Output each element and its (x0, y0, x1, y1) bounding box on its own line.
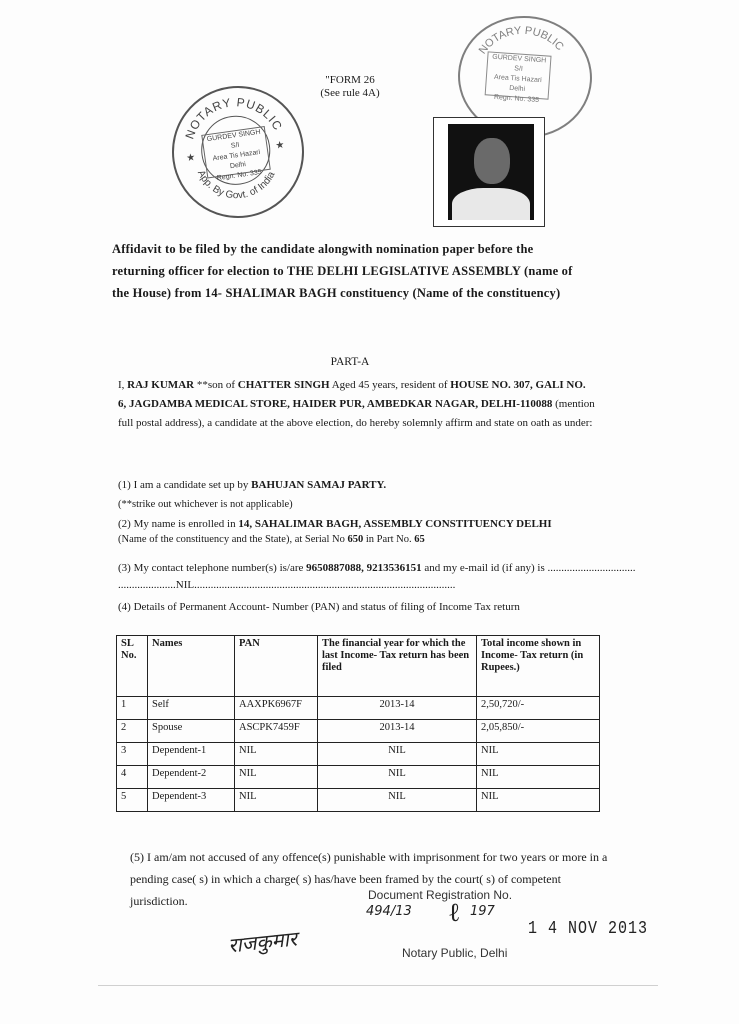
intro-text: (mention full postal address), a candidate at the above election, do hereby solemnly affirm and state on oath as under: (118, 398, 595, 429)
cell: 2,05,850/- (477, 720, 600, 743)
cell: 2 (117, 720, 148, 743)
intro-paragraph (118, 376, 596, 433)
stamp2-regn: Regn. No. 335 (493, 93, 540, 105)
item-4: (4) Details of Permanent Account- Number (PAN) and status of filing of Income Tax return (118, 601, 520, 613)
table-header-row (117, 636, 600, 697)
part-no: 65 (414, 534, 425, 545)
stamp2-area: Area Tis Hazari Delhi (493, 73, 542, 94)
cell: NIL (318, 743, 477, 766)
cell: Dependent-2 (148, 766, 235, 789)
cell: NIL (318, 789, 477, 812)
col-header: SL No. (117, 636, 148, 697)
cell: NIL (235, 789, 318, 812)
star-icon: ★ (185, 152, 197, 165)
cell: 4 (117, 766, 148, 789)
cell: 3 (117, 743, 148, 766)
stamp-bottom-text: App. By Govt. of India (194, 168, 278, 202)
cell: 2,50,720/- (477, 697, 600, 720)
cell: 2013-14 (318, 720, 477, 743)
candidate-signature: राजकुमार (226, 926, 299, 958)
col-header: Names (148, 636, 235, 697)
table-row (117, 789, 600, 812)
page-edge-line (98, 985, 658, 986)
cell: NIL (477, 743, 600, 766)
cell: Dependent-3 (148, 789, 235, 812)
cell: 1 (117, 697, 148, 720)
registration-number: 494/13 (366, 904, 412, 919)
item-1 (118, 476, 596, 514)
candidate-address: HOUSE NO. 307, GALI NO. 6, JAGDAMBA MEDICAL STORE, HAIDER PUR, AMBEDKAR NAGAR, DELHI-110088 (118, 379, 586, 410)
table-row (117, 720, 600, 743)
cell: NIL (235, 766, 318, 789)
part-title: PART-A (330, 356, 370, 368)
photo-shirt (452, 188, 530, 220)
enrolled-constituency: 14, SAHALIMAR BAGH, ASSEMBLY CONSTITUENCY DELHI (238, 518, 552, 530)
cell: 5 (117, 789, 148, 812)
item1-text: (1) I am a candidate set up by (118, 479, 252, 491)
registration-label: Document Registration No. (368, 888, 513, 902)
stamp-area: Area Tis Hazari Delhi (212, 148, 261, 171)
photo-face (474, 138, 510, 184)
table-row (117, 697, 600, 720)
party-name: BAHUJAN SAMAJ PARTY. (251, 479, 387, 491)
form-rule: (See rule 4A) (320, 87, 380, 99)
email-dots: ................................ (547, 562, 636, 574)
cell: Self (148, 697, 235, 720)
father-name: CHATTER SINGH (237, 379, 330, 391)
item-5: (5) I am/am not accused of any offence(s) punishable with imprisonment for two years or more in a pending case( s) in which a charge( s) has/have been framed by the court( s) of competent jurisdiction. (130, 850, 608, 908)
stamp2-details (485, 51, 552, 105)
stamp-top-text: NOTARY PUBLIC (182, 95, 286, 141)
notary-public-label: Notary Public, Delhi (402, 946, 508, 960)
star-icon: ★ (274, 139, 286, 152)
cell: NIL (477, 789, 600, 812)
notary-stamp (163, 77, 312, 226)
item3-text: (3) My contact telephone number(s) is/are (118, 562, 307, 574)
stamp-details (201, 126, 271, 183)
stamp-regn: Regn. No. 335 (216, 168, 263, 183)
item-2 (118, 516, 596, 548)
candidate-photo (433, 117, 545, 227)
stamp2-name: GURDEV SINGH S/I (492, 53, 547, 73)
cell: 2013-14 (318, 697, 477, 720)
cell: Spouse (148, 720, 235, 743)
pan-table (116, 635, 600, 812)
affidavit-heading: Affidavit to be filed by the candidate alongwith nomination paper before the returning officer for election to THE DELHI LEGISLATIVE ASSEMBLY (name of the House) from 14- SHALIMAR BAGH constituency (Name of the constituency) (112, 242, 573, 300)
item2-text: (2) My name is enrolled in (118, 518, 239, 530)
cell: NIL (318, 766, 477, 789)
item3-text: and my e-mail id (if any) is (421, 562, 548, 574)
phone-numbers: 9650887088, 9213536151 (306, 562, 422, 574)
cell: AAXPK6967F (235, 697, 318, 720)
form-title: "FORM 26 (325, 74, 375, 86)
col-header: The financial year for which the last Income- Tax return has been filed (318, 636, 477, 697)
col-header: Total income shown in Income- Tax return (in Rupees.) (477, 636, 600, 697)
registration-date: 1 4 NOV 2013 (528, 917, 649, 940)
cell: NIL (477, 766, 600, 789)
candidate-name: RAJ KUMAR (127, 379, 195, 391)
table-row (117, 743, 600, 766)
strike-note: (**strike out whichever is not applicable) (118, 499, 293, 510)
serial-no: 650 (347, 534, 364, 545)
stamp-name: GURDEV SINGH S/I (206, 128, 261, 150)
email-value: .....................NIL............................................................................................... (118, 579, 456, 591)
stamp2-top-text: NOTARY PUBLIC (476, 24, 566, 57)
item-3 (118, 560, 636, 594)
photo-image (448, 124, 534, 220)
item2-text: (Name of the constituency and the State), at Serial No (118, 534, 348, 545)
col-header: PAN (235, 636, 318, 697)
intro-text: I, (118, 379, 128, 391)
table-row (117, 766, 600, 789)
form-header (300, 74, 400, 100)
cell: Dependent-1 (148, 743, 235, 766)
intro-text: Aged 45 years, resident of (329, 379, 451, 391)
intro-text: **son of (194, 379, 238, 391)
notary-signature-mark: ℓ (448, 898, 461, 927)
registration-page: 197 (470, 904, 495, 919)
cell: ASCPK7459F (235, 720, 318, 743)
item2-text: in Part No. (363, 534, 415, 545)
cell: NIL (235, 743, 318, 766)
